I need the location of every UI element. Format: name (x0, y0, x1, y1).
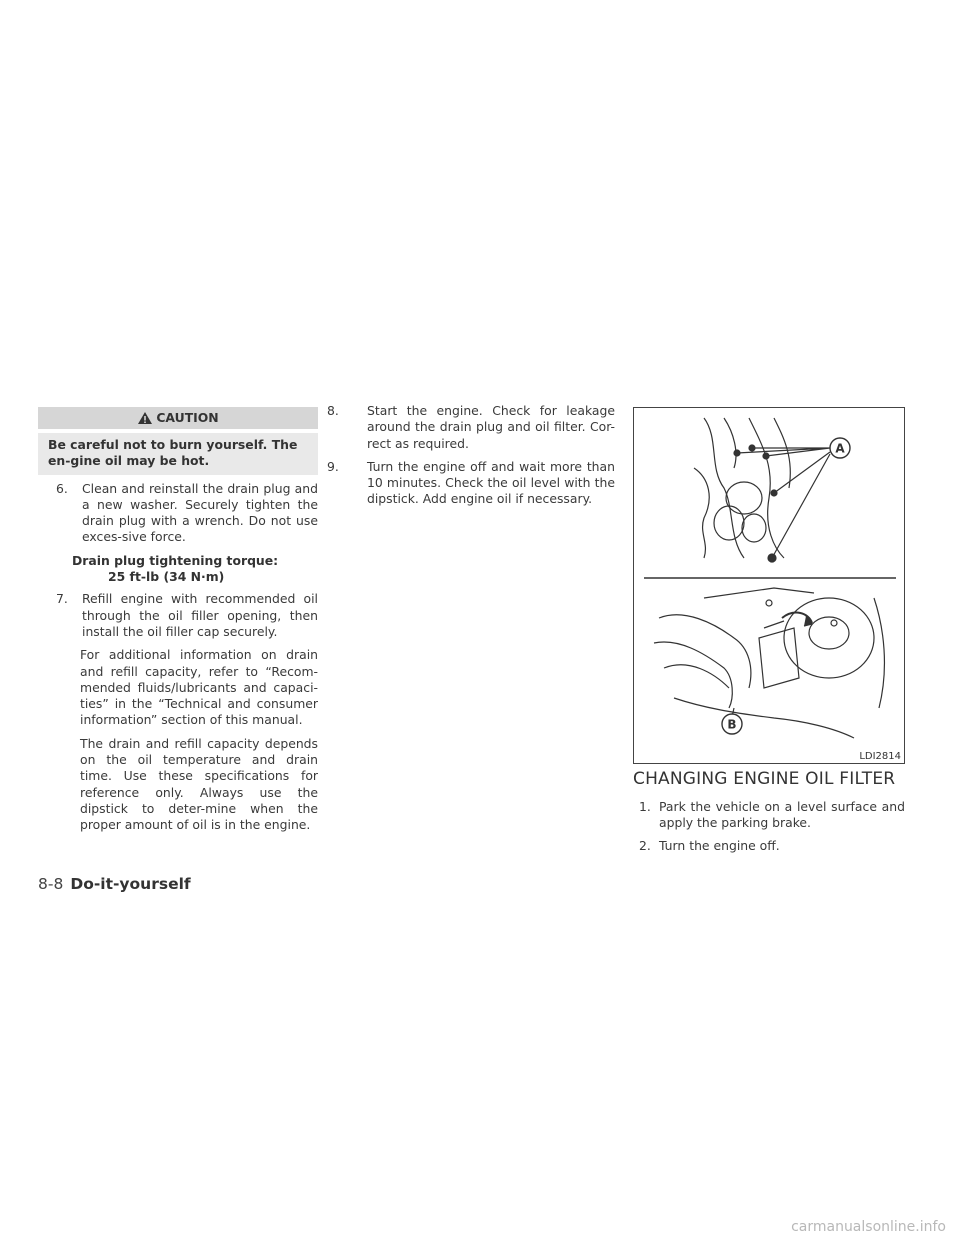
filter-step-1 (633, 799, 905, 832)
caution-heading: CAUTION (156, 409, 219, 425)
callout-b: B (727, 717, 737, 732)
engine-drawing (634, 408, 904, 763)
step-number: 6. (56, 480, 68, 496)
watermark[interactable]: carmanualsonline.info (791, 1219, 946, 1235)
torque-value: 25 ft-lb (34 N·m) (108, 569, 225, 585)
step-7 (38, 591, 318, 640)
warning-icon (137, 411, 153, 425)
step-number: 2. (639, 837, 651, 853)
step-number: 9. (327, 458, 339, 474)
caution-header (38, 407, 318, 429)
footer-section: Do-it-yourself (70, 875, 191, 893)
page-number: 8-8 (38, 875, 64, 893)
step-text: Turn the engine off. (659, 837, 780, 853)
step-text: Start the engine. Check for leakage around the drain plug and oil filter. Cor-rect as required. (367, 403, 615, 451)
callout-a: A (835, 441, 845, 456)
step-number: 7. (56, 591, 68, 607)
step-8 (327, 403, 615, 452)
torque-label: Drain plug tightening torque: (72, 552, 279, 568)
oil-filter-illustration (633, 407, 905, 764)
section-title: CHANGING ENGINE OIL FILTER (633, 769, 896, 789)
paragraph-capacity-note: The drain and refill capacity depends on the oil temperature and drain time. Use these specifications for reference only. Always use the dipstick to deter-mine when the proper amount of oil is in the engine. (80, 735, 318, 833)
step-6 (38, 481, 318, 546)
step-number: 1. (639, 799, 651, 814)
figure-code: LDI2814 (859, 751, 901, 762)
filter-steps (633, 795, 905, 860)
page-footer (38, 875, 191, 893)
middle-column (327, 403, 615, 515)
caution-text: Be careful not to burn yourself. The en-gine oil may be hot. (38, 433, 318, 475)
step-text: Park the vehicle on a level surface and apply the parking brake. (659, 799, 905, 831)
paragraph-capacity-ref: For additional information on drain and refill capacity, refer to “Recom-mended fluids/lubricants and capaci-ties” in the “Technical and consumer information” section of this manual. (80, 647, 318, 728)
torque-spec (38, 553, 318, 586)
step-text: Refill engine with recommended oil through the oil filler opening, then install the oil filler cap securely. (82, 591, 318, 639)
step-9 (327, 459, 615, 508)
step-text: Turn the engine off and wait more than 10 minutes. Check the oil level with the dipstick. Add engine oil if necessary. (367, 458, 615, 507)
step-number: 8. (327, 403, 339, 418)
filter-step-2 (633, 838, 905, 854)
left-column (38, 407, 318, 834)
step-text: Clean and reinstall the drain plug and a new washer. Securely tighten the drain plug with a wrench. Do not use exces-sive force. (82, 480, 318, 545)
